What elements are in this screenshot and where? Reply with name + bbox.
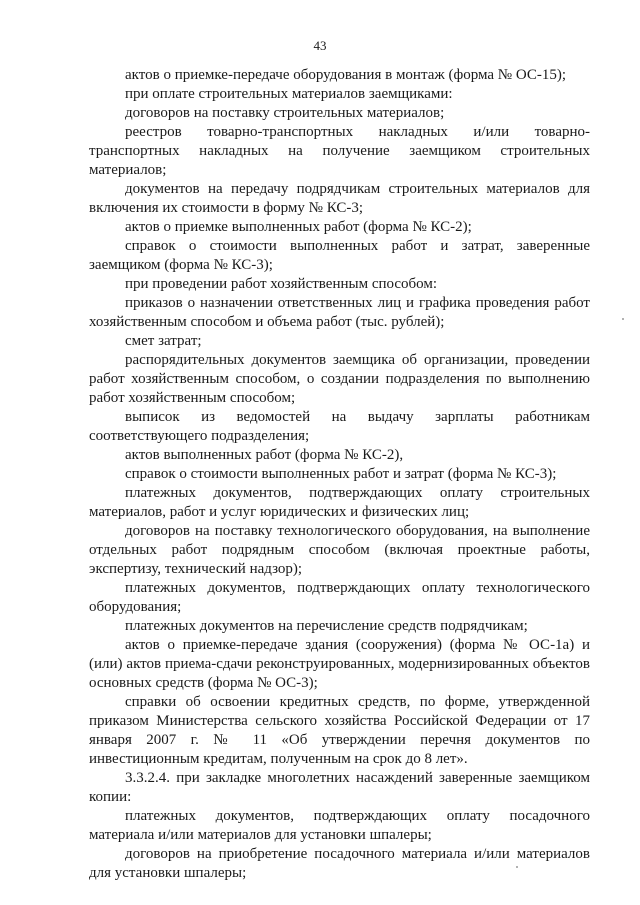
paragraph: смет затрат;: [125, 333, 202, 349]
paragraph: документов на передачу подрядчикам строительных материалов для включения их стоимости в форму № КС-3;: [89, 181, 590, 216]
paragraph: приказов о назначении ответственных лиц и графика проведения работ хозяйственным способом и объема работ (тыс. рублей);: [89, 295, 590, 330]
paragraph: платежных документов, подтверждающих оплату строительных материалов, работ и услуг юридических и физических лиц;: [89, 485, 590, 520]
paragraph: платежных документов, подтверждающих оплату технологического оборудования;: [89, 580, 590, 615]
document-body: [89, 66, 590, 883]
paragraph: платежных документов на перечисление средств подрядчикам;: [125, 618, 528, 634]
paragraph: актов о приемке-передаче здания (сооружения) (форма № ОС-1а) и (или) актов приема-сдачи реконструированных, модернизированных объектов основных средств (форма № ОС-3);: [89, 637, 590, 691]
paragraph: договоров на приобретение посадочного материала и/или материалов для установки шпалеры;: [89, 846, 590, 881]
paragraph: договоров на поставку технологического оборудования, на выполнение отдельных работ подрядным способом (включая проектные работы, экспертизу, технический надзор);: [89, 523, 590, 577]
paragraph: справок о стоимости выполненных работ и затрат, заверенные заемщиком (форма № КС-3);: [89, 238, 590, 273]
section-paragraph: 3.3.2.4. при закладке многолетних насаждений заверенные заемщиком копии:: [89, 770, 590, 805]
paragraph: актов выполненных работ (форма № КС-2),: [125, 447, 404, 463]
paragraph: договоров на поставку строительных материалов;: [125, 105, 445, 121]
paragraph: при проведении работ хозяйственным способом:: [125, 276, 438, 292]
paragraph: выписок из ведомостей на выдачу зарплаты работникам соответствующего подразделения;: [89, 409, 590, 444]
paragraph: справки об освоении кредитных средств, по форме, утвержденной приказом Министерства сельского хозяйства Российской Федерации от 17 января 2007 г. № 11 «Об утверждении перечня документов по инвестиционным кредитам, полученным на срок до 8 лет».: [89, 694, 590, 767]
paragraph: при оплате строительных материалов заемщиками:: [125, 86, 453, 102]
paragraph: актов о приемке-передаче оборудования в монтаж (форма № ОС-15);: [125, 67, 566, 83]
paragraph: справок о стоимости выполненных работ и затрат (форма № КС-3);: [125, 466, 557, 482]
paragraph: платежных документов, подтверждающих оплату посадочного материала и/или материалов для установки шпалеры;: [89, 808, 590, 843]
page-number: 43: [313, 38, 327, 53]
paragraph: распорядительных документов заемщика об организации, проведении работ хозяйственным способом, о создании подразделения по выполнению работ хозяйственным способом;: [89, 352, 590, 406]
paragraph: реестров товарно-транспортных накладных и/или товарно-транспортных накладных на получение заемщиком строительных материалов;: [89, 124, 590, 178]
paragraph: актов о приемке выполненных работ (форма № КС-2);: [125, 219, 472, 235]
scan-speck: [516, 866, 518, 868]
scan-speck: [622, 318, 624, 320]
